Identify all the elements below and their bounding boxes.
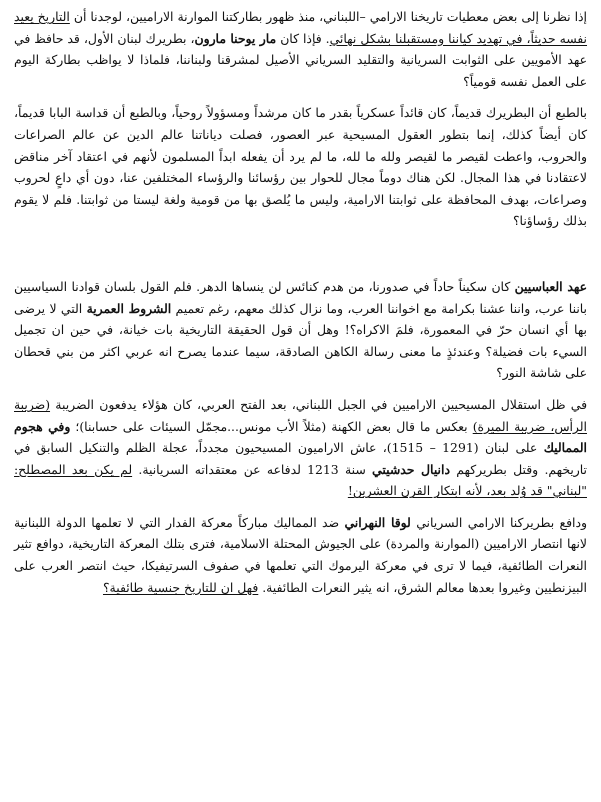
text-run: سنة 1213 لدفاعه عن معتقداته السريانية.	[132, 461, 373, 477]
text-run: ، بطريرك لبنان الأول، قد حافظ في عهد الأمويين على الثوابت السريانية والتقليد السرياني الأصيل لمشرقنا ولبناننا، فلماذا لا يواظب بطاركة اليوم على العمل نفسه قومياً؟	[14, 30, 587, 89]
text-run: ودافع بطريركنا الارامي السرياني	[410, 514, 587, 530]
text-run: بعكس ما قال بعض الكهنة (مثلاً الأب مونس...مجمّل السيئات على حسابنا)؛	[70, 418, 473, 434]
underlined-text: لم يكن بعد المصطلح: "لبناني" قد وُلد بعد، لأنه ابتكار القرن العشرين!	[14, 461, 587, 499]
underlined-text: فهل ان للتاريخ جنسية طائفية؟	[102, 579, 259, 595]
text-run: كان سكيناً حاداً في صدورنا، من هدم كنائس لن ينساها الدهر. فلم القول بلسان قوادنا السياسيين باننا عرب، واننا عشنا بكرامة مع اخواننا العرب، وما نزال كذلك معهم، رغم تعميم	[14, 278, 587, 316]
underlined-text: (ضريبة الرأس، ضريبة الميرة)	[14, 396, 587, 434]
bold-phrase: وفي هجوم المماليك	[14, 418, 587, 456]
paragraph-mamluk-era	[14, 394, 587, 502]
bold-phrase: الشروط العمرية	[86, 300, 172, 316]
paragraph-maronite-patriarchs	[14, 6, 587, 92]
text-run: على لبنان (1291 – 1515)، عاش الاراميون المسيحيون مجدداً، عجلة الظلم والتنكيل السابق في تاريخهم. وقتل بطريركهم	[14, 440, 587, 477]
bold-heading-phrase: عهد العباسيين	[514, 278, 587, 294]
bold-name: دانيال حدشيتي	[372, 461, 450, 477]
text-run: إذا نظرنا إلى بعض معطيات تاريخنا الارامي –اللبناني، منذ ظهور بطاركتنا الموارنة الاراميين، لوجدنا أن	[69, 9, 587, 24]
text-run: بالطبع أن البطريرك قديماً، كان قائداً عسكرياً بقدر ما كان مرشداً ومسؤولاً روحياً، وبالطبع أن قداسة البابا قديماً، كان أيضاً كذلك، إنما بتطور العقول المسيحية عبر العصور، فصلت دياناتنا عالم الدين عن عالم الصراعات والحروب، واعطت لقيصر ما لقيصر ولله ما لله، ما لم يرد أن يفعله ابداً المسلمون لأنهم في اعتقاد آخر مناقض لاعتقادنا في هذا المجال. لكن هناك دوماً مجال للحوار بين رؤسائنا والرؤساء المختلفين عنا، دون أي داعٍ لحروب وصراعات، بهدف المحافظة على ثوابتنا الارامية، وليس ما يُلصق بها من قومية ولغة ليستا من ثوابتنا. فلم لا يقوم بذلك رؤساؤنا؟	[14, 105, 587, 229]
text-run: . فإذا كان	[276, 30, 330, 46]
text-run: في ظل استقلال المسيحيين الاراميين في الجبل اللبناني، بعد الفتح العربي، كان هؤلاء يدفعون الضريبة	[50, 396, 587, 412]
bold-name: مار يوحنا مارون	[194, 30, 277, 46]
underlined-text: التاريخ يعيد نفسه حديثاً، في تهديد كياننا ومستقبلنا بشكل نهائي	[14, 9, 588, 46]
text-run: ضد المماليك مباركاً معركة الفدار التي لا تعلمها الدولة اللبنانية لانها انتصار الاراميين (الموارنة والمردة) على الجيوش المحتلة الاسلامية، فترى بتلك المعركة التاريخية، دوافع تثير النعرات الطائفية، فيما لا ترى في معركة اليرموك التي تعلمها في صفوف السرتيفيكا، حيث انتصر العرب على البيزنطيين وغيروا بعدها معالم الشرق، انه يثير النعرات الطائفية.	[14, 514, 587, 595]
paragraph-patriarch-role	[14, 102, 587, 232]
paragraph-fidar-battle	[14, 512, 587, 598]
bold-name: لوقا النهراني	[344, 514, 411, 530]
paragraph-abbasid-era	[14, 276, 587, 384]
text-run: التي لا يرضى بها أي انسان حرّ في المعمورة، فلمَ الاكراه؟! وهل أن قول الحقيقة التاريخية بات خيانة، في حين ان تجميل السيء بات فضيلة؟ وعندئذٍ ما معنى رسالة الكاهن الصادقة، سيما عندما يصرح انه عربي اكثر من بني قحطان على شاشة النور؟	[14, 300, 587, 381]
